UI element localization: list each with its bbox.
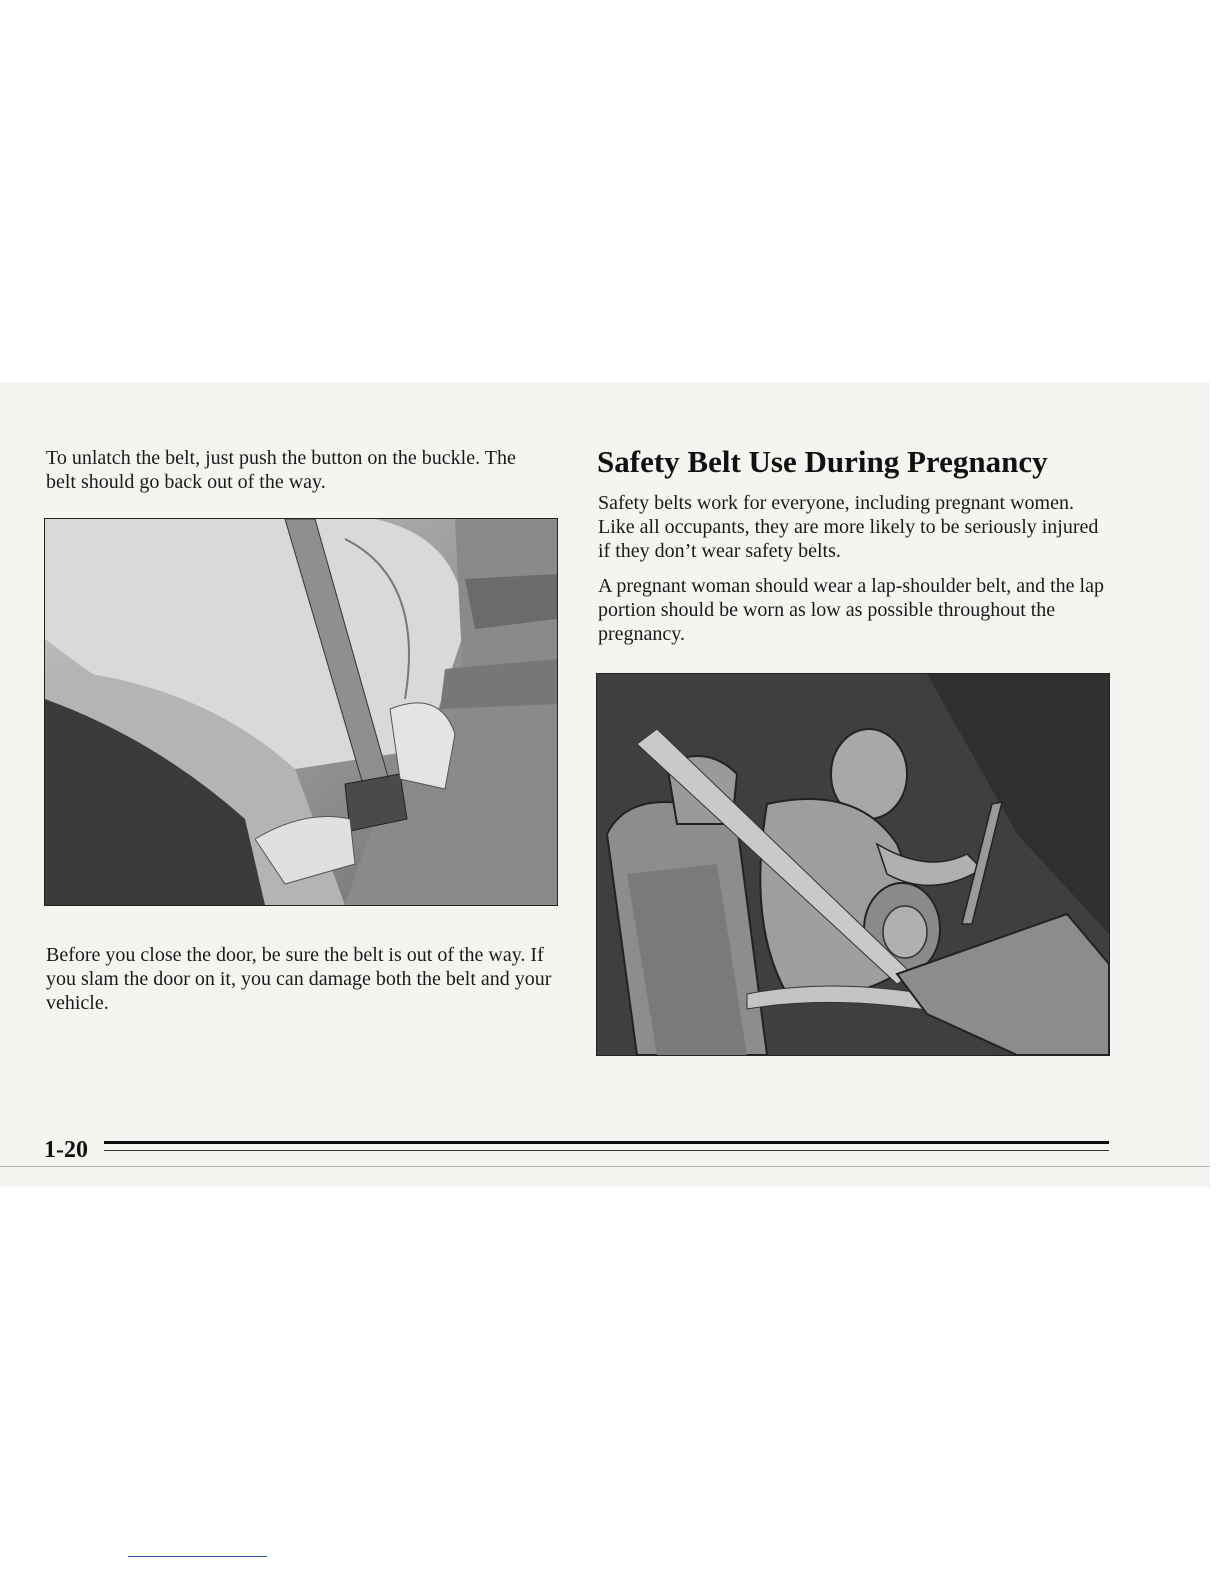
belt-unlatch-illustration	[44, 518, 558, 906]
footer-rule-thin	[104, 1150, 1109, 1151]
page-number: 1-20	[44, 1137, 88, 1163]
pregnant-occupant-illustration	[596, 673, 1110, 1056]
section-heading: Safety Belt Use During Pregnancy	[597, 444, 1048, 479]
footnote-link-rule	[128, 1556, 267, 1557]
pregnancy-paragraph-1: Safety belts work for everyone, including pregnant women. Like all occupants, they are more likely to be seriously injured if they don’t wear safety belts.	[598, 492, 1099, 562]
unlatch-instruction-text: To unlatch the belt, just push the button on the buckle. The belt should go back out of the way.	[46, 447, 516, 493]
page-edge-line	[0, 1166, 1210, 1167]
pregnancy-paragraph-2: A pregnant woman should wear a lap-shoulder belt, and the lap portion should be worn as low as possible throughout the pregnancy.	[598, 575, 1104, 645]
door-caution-text: Before you close the door, be sure the belt is out of the way. If you slam the door on it, you can damage both the belt and your vehicle.	[46, 944, 552, 1014]
footer-rule	[104, 1141, 1109, 1144]
